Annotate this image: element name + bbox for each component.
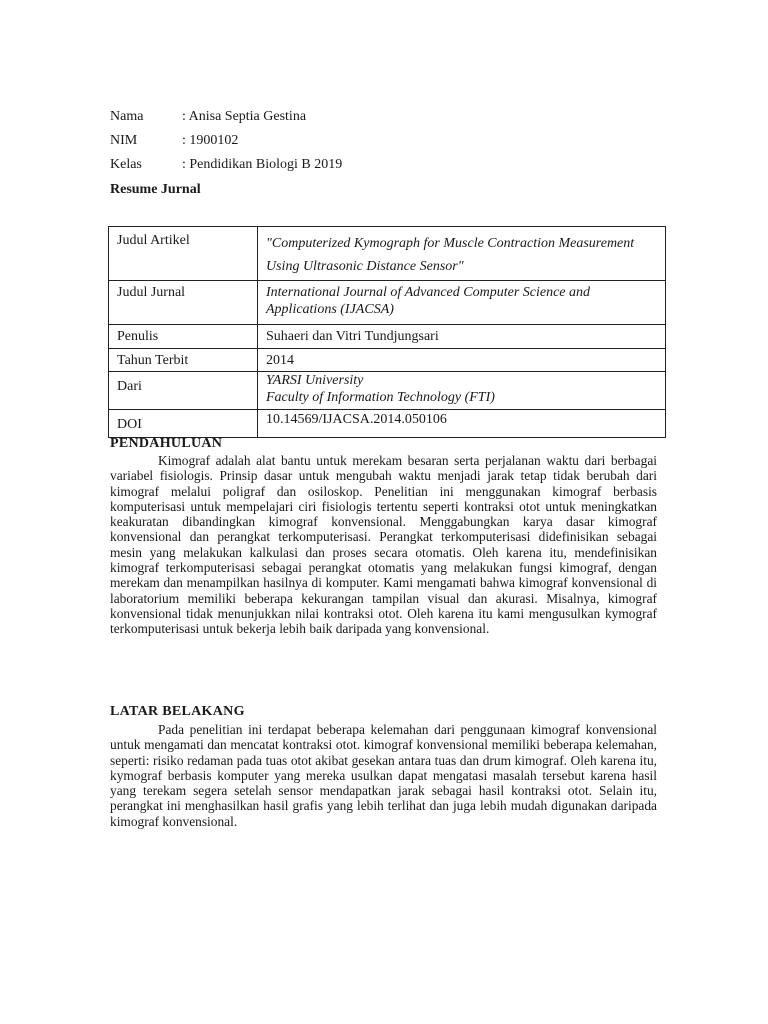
info-row-kelas bbox=[110, 156, 342, 174]
info-value: : Anisa Septia Gestina bbox=[182, 109, 307, 124]
table-row bbox=[109, 372, 666, 410]
info-label: NIM bbox=[110, 133, 138, 148]
table-row bbox=[109, 410, 666, 438]
table-value: 10.14569/IJACSA.2014.050106 bbox=[258, 410, 666, 438]
section-heading-latar-belakang: LATAR BELAKANG bbox=[110, 704, 245, 719]
table-value-line: Faculty of Information Technology (FTI) bbox=[266, 390, 495, 405]
table-value: Suhaeri dan Vitri Tundjungsari bbox=[258, 325, 666, 349]
table-key: Dari bbox=[109, 372, 258, 410]
section-heading-pendahuluan: PENDAHULUAN bbox=[110, 436, 223, 451]
table-value bbox=[258, 372, 666, 410]
info-value: : 1900102 bbox=[182, 133, 239, 148]
table-value-line: YARSI University bbox=[266, 373, 364, 388]
table-row bbox=[109, 227, 666, 281]
info-row-nama bbox=[110, 108, 306, 126]
section-paragraph-latar-belakang: Pada penelitian ini terdapat beberapa kelemahan dari penggunaan kimograf konvensional untuk mengamati dan mencatat kontraksi otot. kimograf konvensional memiliki beberapa kelemahan, seperti: risiko redaman pada tuas otot akibat gesekan antara tuas dan drum kimograf. Oleh karena itu, kymograf berbasis komputer yang mereka usulkan dapat mengatasi masalah tersebut karena hasil yang terekam segera setelah sensor mendapatkan jarak sebagai hasil kontraksi otot. Selain itu, perangkat ini menghasilkan hasil grafis yang lebih terlihat dan juga lebih mudah digunakan daripada kimograf konvensional. bbox=[110, 722, 657, 829]
section-paragraph-pendahuluan: Kimograf adalah alat bantu untuk merekam besaran serta perjalanan waktu dari berbagai variabel fisiologis. Prinsip dasar untuk mengubah waktu menjadi jarak tetap tidak berubah dari kimograf melalui poligraf dan osiloskop. Penelitian ini menggunakan kimograf berbasis komputerisasi untuk mempelajari ciri fisiologis tertentu seperti kontraksi otot untuk meningkatkan keakuratan dibandingkan kimograf konvensional. Menggabungkan karya dasar kimograf konvensional dan perangkat terkomputerisasi. Perangkat terkomputerisasi didefinisikan sebagai mesin yang melakukan kalkulasi dan proses secara otomatis. Oleh karena itu, mendefinisikan kimograf terkomputerisasi sebagai perangkat otomatis yang melakukan fungsi kimograf, dengan merekam dan menampilkan hasilnya di komputer. Kami mengamati bahwa kimograf konvensional di laboratorium memiliki beberapa kekurangan tampilan visual dan akurasi. Misalnya, kimograf konvensional tidak menunjukkan nilai kontraksi otot. Oleh karena itu kami mengusulkan kymograf terkomputerisasi untuk bekerja lebih baik daripada yang konvensional. bbox=[110, 453, 657, 637]
info-value: : Pendidikan Biologi B 2019 bbox=[182, 157, 343, 172]
journal-info-table bbox=[108, 226, 666, 438]
table-value: "Computerized Kymograph for Muscle Contraction Measurement Using Ultrasonic Distance Sensor" bbox=[258, 227, 666, 281]
table-key: Judul Jurnal bbox=[109, 281, 258, 325]
table-key: Tahun Terbit bbox=[109, 349, 258, 372]
resume-title: Resume Jurnal bbox=[110, 182, 201, 197]
info-row-nim bbox=[110, 132, 238, 150]
table-key: Penulis bbox=[109, 325, 258, 349]
info-label: Kelas bbox=[110, 157, 142, 172]
table-value: International Journal of Advanced Computer Science and Applications (IJACSA) bbox=[258, 281, 666, 325]
table-row bbox=[109, 349, 666, 372]
table-row bbox=[109, 325, 666, 349]
table-key: DOI bbox=[109, 410, 258, 438]
table-key: Judul Artikel bbox=[109, 227, 258, 281]
table-value: 2014 bbox=[258, 349, 666, 372]
info-label: Nama bbox=[110, 109, 144, 124]
table-row bbox=[109, 281, 666, 325]
